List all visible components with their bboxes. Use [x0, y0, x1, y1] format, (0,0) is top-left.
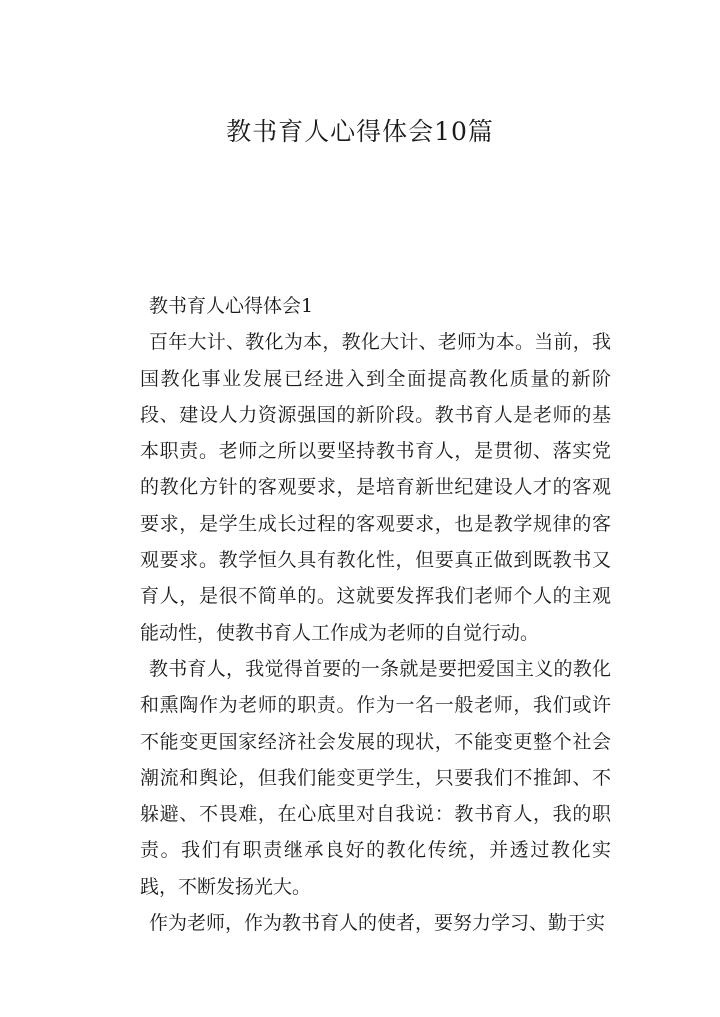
body-paragraph: 作为老师，作为教书育人的使者，要努力学习、勤于实: [149, 912, 606, 935]
section-heading: 教书育人心得体会1: [149, 295, 314, 317]
document-body: [140, 288, 611, 941]
body-paragraph: 教书育人，我觉得首要的一条就是要把爱国主义的教化和熏陶作为老师的职责。作为一名一般老师，我们或许不能变更国家经济社会发展的现状，不能变更整个社会潮流和舆论，但我们能变更学生，只要我们不推卸、不躲避、不畏难，在心底里对自我说：教书育人，我的职责。我们有职责继承良好的教化传统，并透过教化实践，不断发扬光大。: [140, 657, 611, 898]
document-title: 教书育人心得体会10篇: [226, 117, 494, 146]
body-paragraph: 百年大计、教化为本，教化大计、老师为本。当前，我国教化事业发展已经进入到全面提高教化质量的新阶段、建设人力资源强国的新阶段。教书育人是老师的基本职责。老师之所以要坚持教书育人，是贯彻、落实党的教化方针的客观要求，是培育新世纪建设人才的客观要求，是学生成长过程的客观要求，也是教学规律的客观要求。教学恒久具有教化性，但要真正做到既教书又育人，是很不简单的。这就要发挥我们老师个人的主观能动性，使教书育人工作成为老师的自觉行动。: [140, 331, 611, 644]
